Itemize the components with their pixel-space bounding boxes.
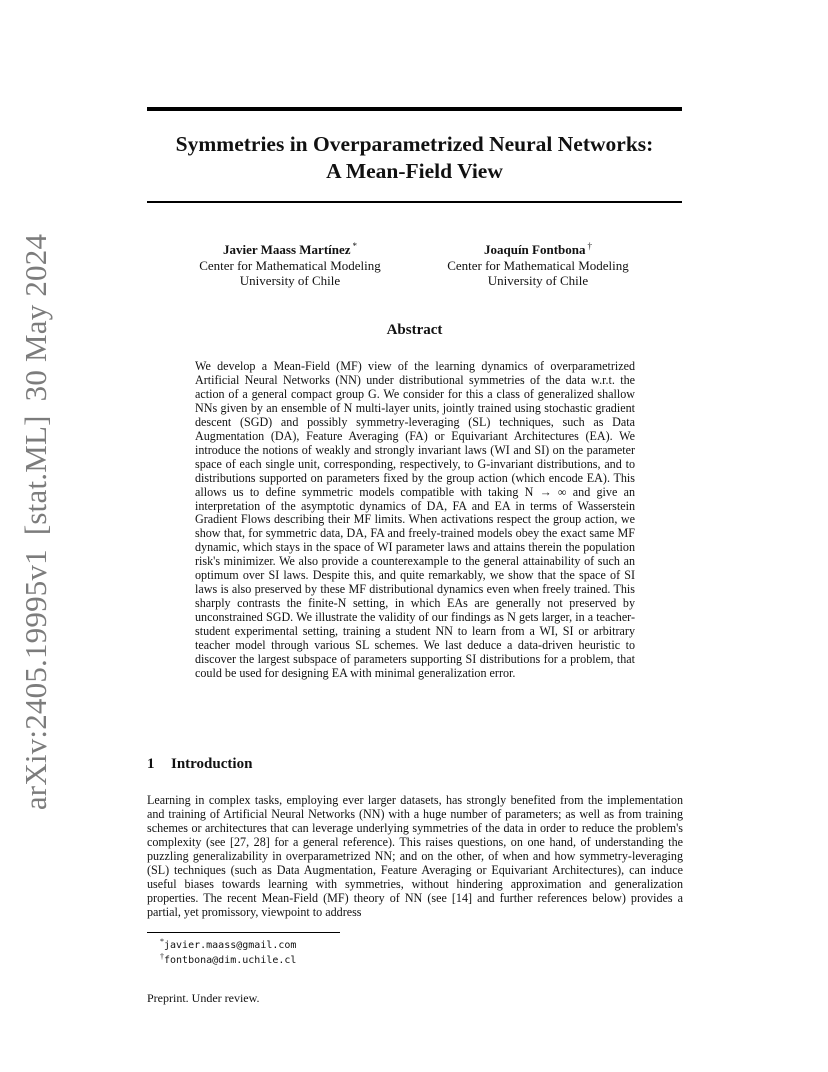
preprint-note: Preprint. Under review. [147, 991, 260, 1005]
author-footnote-mark: † [587, 241, 592, 251]
section-heading [147, 756, 252, 773]
abstract-heading: Abstract [386, 322, 443, 338]
paper-title [147, 131, 682, 185]
abstract-text: We develop a Mean-Field (MF) view of the learning dynamics of overparametrized Artificial Neural Networks (NN) under distributional symmetries of the data w.r.t. the action of a general compact group G. We consider for this a class of generalized shallow NNs given by an ensemble of N multi-layer units, jointly trained using stochastic gradient descent (SGD) and possibly symmetry-leveraging (SL) techniques, such as Data Augmentation (DA), Feature Averaging (FA) or Equivariant Architectures (EA). We introduce the notions of weakly and strongly invariant laws (WI and SI) on the parameter space of each single unit, corresponding, respectively, to G-invariant distributions, and to distributions supported on parameters fixed by the group action (which encode EA). This allows us to define symmetric models compatible with taking N → ∞ and give an interpretation of the asymptotic dynamics of DA, FA and EA in terms of Wasserstein Gradient Flows describing their MF limits. When activations respect the group action, we show that, for symmetric data, DA, FA and freely-trained models obey the exact same MF dynamic, which stays in the space of WI parameter laws and attains therein the population risk's minimizer. We also provide a counterexample to the general attainability of such an optimum over SI laws. Despite this, and quite remarkably, we show that the space of SI laws is also preserved by these MF distributional dynamics even when freely trained. This sharply contrasts the finite-N setting, in which EAs are generally not preserved by unconstrained SGD. We illustrate the validity of our findings as N gets larger, in a teacher-student experimental setting, training a student NN to learn from a WI, SI or arbitrary teacher model through various SL schemes. We last deduce a data-driven heuristic to discover the largest subspace of parameters supporting SI distributions for a problem, that could be used for designing EA with minimal generalization error. [195, 359, 635, 680]
arxiv-identifier-stamp [18, 234, 54, 810]
footnote-mark: † [160, 952, 164, 961]
author-affiliation: Center for Mathematical Modeling [199, 257, 381, 273]
title-top-rule [147, 107, 682, 111]
arxiv-category: [stat.ML] [18, 415, 53, 536]
author-block-1 [180, 239, 400, 289]
arxiv-date: 30 May 2024 [18, 233, 53, 402]
introduction-text: Learning in complex tasks, employing ever larger datasets, has strongly benefited from the implementation and training of Artificial Neural Networks (NN) with a huge number of parameters; as well as from training schemes or architectures that can leverage underlying symmetries of the data in order to reduce the problem's complexity (see [27, 28] for a general reference). This raises questions, on one hand, of understanding the puzzling generalizability in overparametrized NN; and on the other, of when and how symmetry-leveraging (SL) techniques (such as Data Augmentation, Feature Averaging or Equivariant Architectures), can induce useful biases towards learning with symmetries, without hindering approximation and generalization properties. The recent Mean-Field (MF) theory of NN (see [14] and further references below) provides a partial, yet promissory, viewpoint to address [147, 793, 683, 919]
footnote-2 [160, 951, 296, 967]
footnote-email[interactable]: javier.maass@gmail.com [164, 940, 297, 951]
footnote-1 [160, 936, 296, 952]
section-title: Introduction [171, 756, 253, 772]
arxiv-id: arXiv:2405.19995v1 [18, 549, 53, 811]
footnote-rule [147, 932, 340, 933]
author-affiliation: Center for Mathematical Modeling [447, 257, 629, 273]
author-institution: University of Chile [487, 273, 589, 288]
author-block-2 [428, 239, 648, 289]
section-number: 1 [147, 756, 155, 772]
title-bottom-rule [147, 201, 682, 203]
author-name: Joaquín Fontbona [483, 242, 586, 257]
footnote-email[interactable]: fontbona@dim.uchile.cl [164, 955, 297, 966]
author-institution: University of Chile [239, 273, 341, 288]
author-name: Javier Maass Martínez [222, 242, 351, 257]
author-footnote-mark: * [352, 241, 358, 251]
title-line-2: A Mean-Field View [326, 159, 503, 183]
footnote-mark: * [160, 937, 164, 946]
title-line-1: Symmetries in Overparametrized Neural Networks: [175, 132, 654, 156]
